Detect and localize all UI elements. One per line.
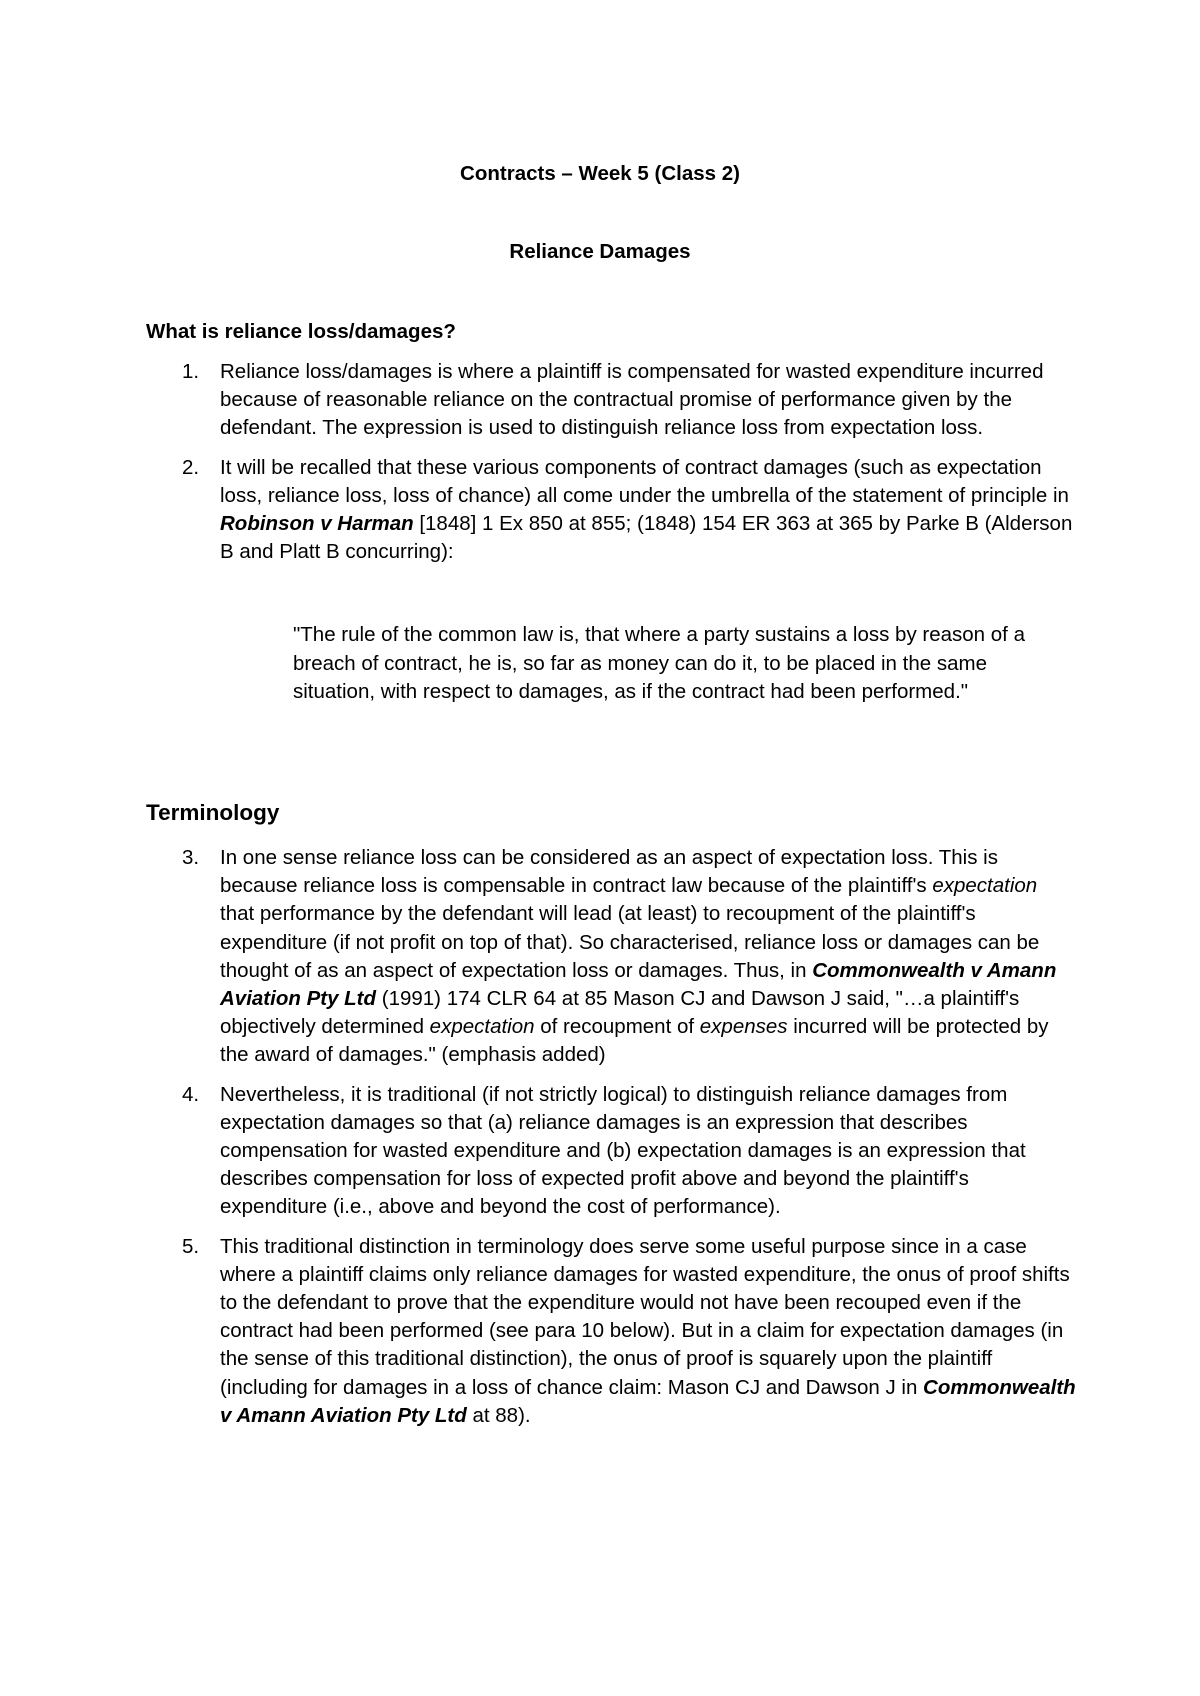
document-subtitle: Reliance Damages (509, 240, 691, 263)
paragraph-5 (146, 1233, 1076, 1430)
paragraph-3 (146, 844, 1076, 1070)
case-citation: Robinson v Harman (220, 512, 414, 536)
case-citation: Commonwealth v Amann Aviation Pty Ltd (220, 1375, 1076, 1427)
paragraph-number: 1. (182, 360, 200, 383)
paragraph-number: 3. (182, 846, 200, 869)
paragraph-text: Reliance loss/damages is where a plaintiff is compensated for wasted expenditure incurred because of reasonable reliance on the contractual promise of performance given by the defendant. The expression is used to distinguish reliance loss from expectation loss. (220, 360, 1044, 440)
emphasis: expectation (429, 1015, 535, 1039)
paragraph-text: [1848] 1 Ex 850 at 855; (1848) 154 ER 363 at 365 by Parke B (Alderson B and Platt B concurring): (220, 512, 1073, 564)
emphasis: expectation (932, 874, 1038, 898)
paragraph-list-2 (146, 844, 1076, 1441)
paragraph-text: incurred will be protected by the award of damages." (emphasis added) (220, 1015, 1049, 1067)
paragraph-number: 2. (182, 455, 200, 479)
paragraph-number: 4. (182, 1082, 200, 1106)
paragraph-1 (146, 358, 1076, 443)
document-title: Contracts – Week 5 (Class 2) (460, 162, 740, 185)
paragraph-text: This traditional distinction in terminology does serve some useful purpose since in a case where a plaintiff claims only reliance damages for wasted expenditure, the onus of proof shifts to the defendant to prove that the expenditure would not have been recouped even if the contract had been performed (see para 10 below). But in a claim for expectation damages (in the sense of this traditional distinction), the onus of proof is squarely upon the plaintiff (including for damages in a loss of chance claim: Mason CJ and Dawson J in (220, 1234, 1070, 1399)
emphasis: expenses (699, 1015, 788, 1039)
paragraph-text: of recoupment of (534, 1015, 700, 1039)
paragraph-text: Nevertheless, it is traditional (if not strictly logical) to distinguish reliance damages from expectation damages so that (a) reliance damages is an expression that describes compensation for wasted expenditure and (b) expectation damages is an expression that describes compensation for loss of expected profit above and beyond the plaintiff's expenditure (i.e., above and beyond the cost of performance). (220, 1082, 1026, 1219)
paragraph-4 (146, 1081, 1076, 1222)
paragraph-text: that performance by the defendant will lead (at least) to recoupment of the plaintiff's expenditure (if not profit on top of that). So characterised, reliance loss or damages can be thought of as an aspect of expectation loss or damages. Thus, in (220, 902, 1040, 982)
section-heading-terminology: Terminology (146, 800, 280, 825)
paragraph-2 (146, 454, 1076, 567)
paragraph-number: 5. (182, 1234, 200, 1258)
paragraph-text: It will be recalled that these various components of contract damages (such as expectation loss, reliance loss, loss of chance) all come under the umbrella of the statement of principle in (220, 455, 1069, 507)
paragraph-text: In one sense reliance loss can be considered as an aspect of expectation loss. This is because reliance loss is compensable in contract law because of the plaintiff's (220, 846, 998, 898)
case-citation: Commonwealth v Amann Aviation Pty Ltd (220, 958, 1057, 1011)
block-quote: "The rule of the common law is, that where a party sustains a loss by reason of a breach of contract, he is, so far as money can do it, to be placed in the same situation, with respect to damages, as if the contract had been performed." (293, 623, 1025, 703)
paragraph-list-1 (146, 358, 1076, 577)
paragraph-text: (1991) 174 CLR 64 at 85 Mason CJ and Dawson J said, "…a plaintiff's objectively determined (220, 987, 1020, 1039)
paragraph-text: at 88). (466, 1403, 531, 1427)
section-heading-reliance-loss: What is reliance loss/damages? (146, 320, 456, 343)
